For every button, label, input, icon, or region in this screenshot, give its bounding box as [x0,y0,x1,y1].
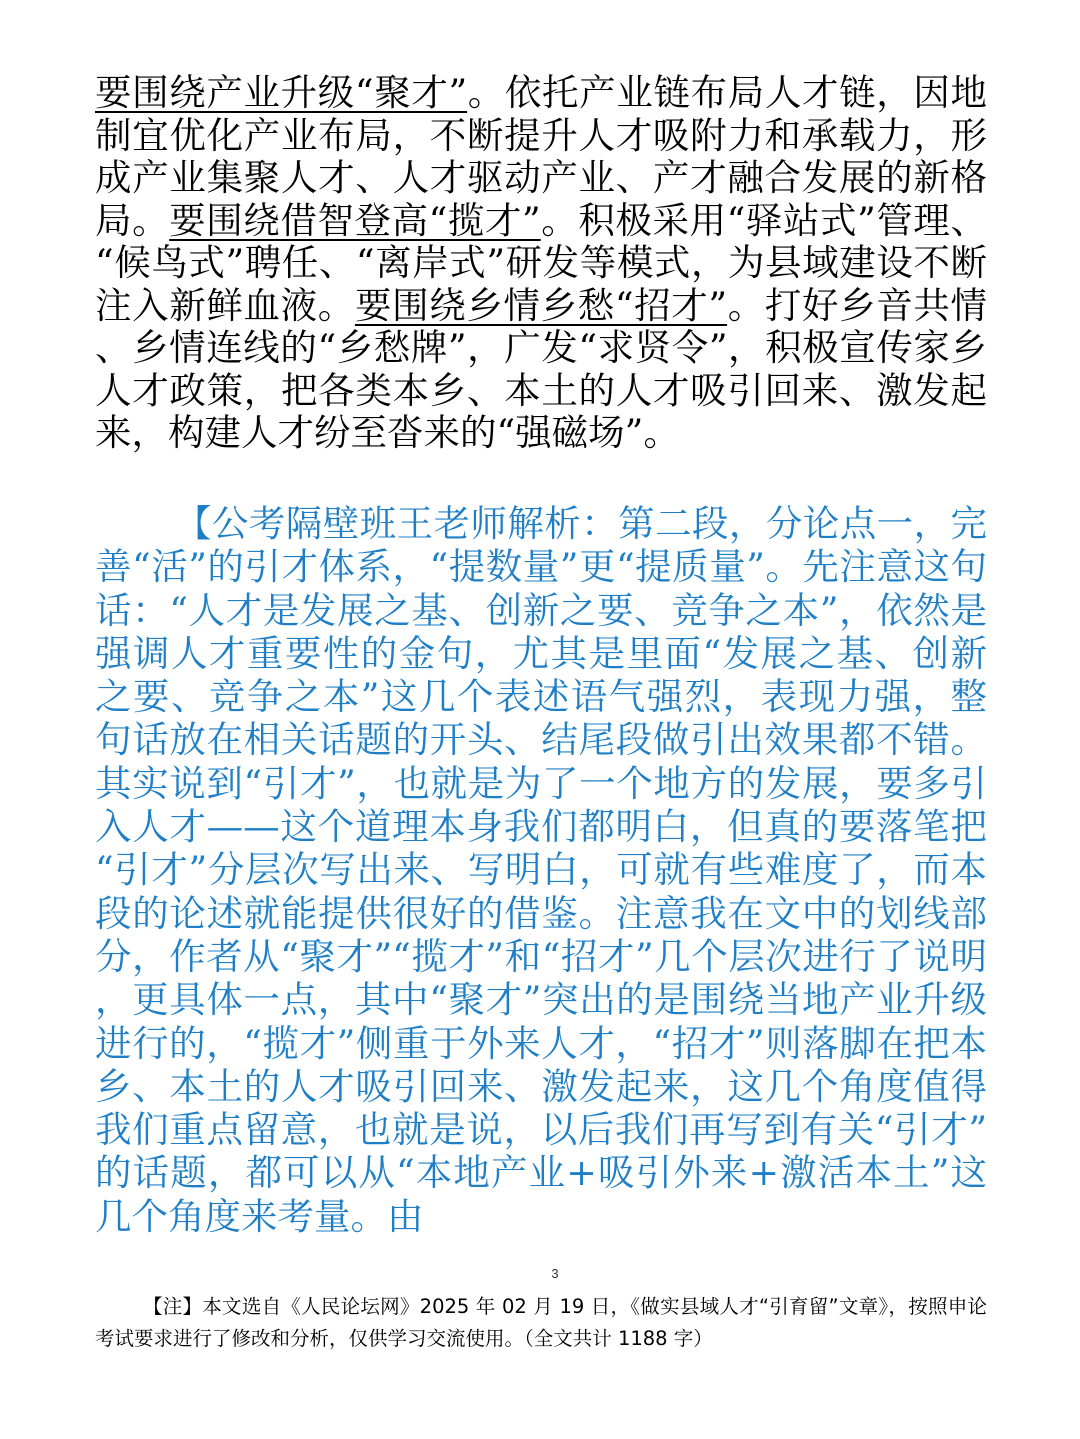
article-text-2: 。积极采用“驿站式”管理、“候鸟式”聘任、“离岸式”研发等模式，为县域建设不断注入新鲜血液。 [95,198,987,327]
article-text-1: 。依托产业链布局人才链，因地制宜优化产业布局，不断提升人才吸附力和承载力，形成产业集聚人才、人才驱动产业、产才融合发展的新格局。 [95,71,988,242]
footnote: 【注】本文选自《人民论坛网》2025 年 02 月 19 日，《做实县域人才“引育留”文章》，按照申论考试要求进行了修改和分析，仅供学习交流使用。（全文共计 1188 字） [95,1295,987,1350]
underlined-point-zhaocai: 要围绕乡情乡愁“招才” [354,283,728,327]
analysis-paragraph: 【公考隔壁班王老师解析：第二段，分论点一，完善“活”的引才体系，“提数量”更“提质量”。先注意这句话：“人才是发展之基、创新之要、竞争之本”，依然是强调人才重要性的金句，尤其是里面“发展之基、创新之要、竞争之本”这几个表述语气强烈，表现力强，整句话放在相关话题的开头、结尾段做引出效果都不错。其实说到“引才”，也就是为了一个地方的发展，要多引入人才——这个道理本身我们都明白，但真的要落笔把“引才”分层次写出来、写明白，可就有些难度了，而本段的论述就能提供很好的借鉴。注意我在文中的划线部分，作者从“聚才”“揽才”和“招才”几个层次进行了说明，更具体一点，其中“聚才”突出的是围绕当地产业升级进行的，“揽才”侧重于外来人才，“招才”则落脚在把本乡、本土的人才吸引回来、激发起来，这几个角度值得我们重点留意，也就是说，以后我们再写到有关“引才”的话题，都可以从“本地产业+吸引外来+激活本土”这几个角度来考量。由 [95,502,987,1238]
underlined-point-lancai: 要围绕借智登高“揽才” [169,198,541,242]
underlined-point-jucai: 要围绕产业升级“聚才” [95,71,468,114]
article-paragraph [95,72,987,455]
article-text-3: 。打好乡音共情、乡情连线的“乡愁牌”，广发“求贤令”，积极宣传家乡人才政策，把各类本乡、本土的人才吸引回来、激发起来，构建人才纷至沓来的“强磁场”。 [95,283,988,454]
page-number: 3 [551,1266,559,1281]
